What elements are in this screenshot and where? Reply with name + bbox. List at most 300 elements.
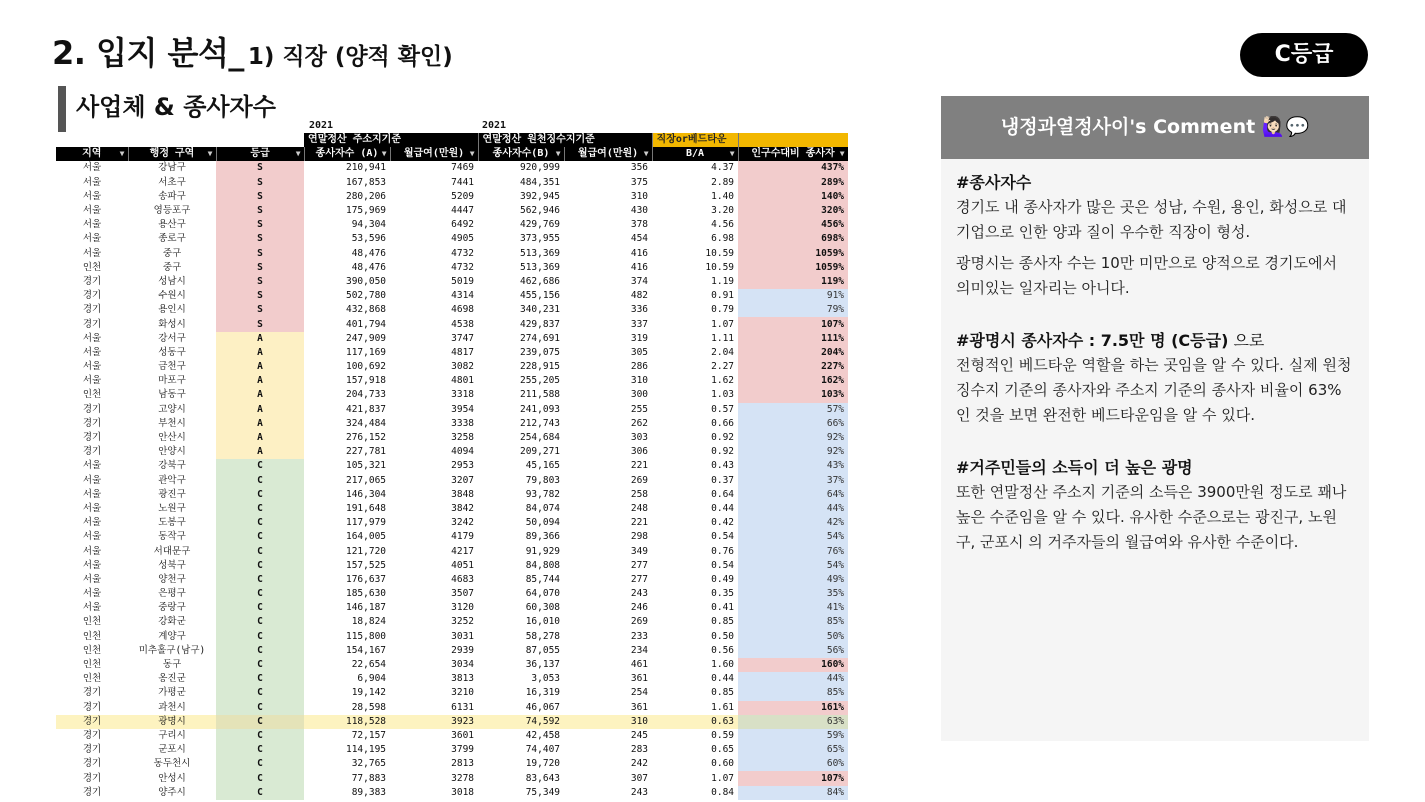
cell-workers-a: 210,941	[345, 162, 387, 174]
table-row	[56, 573, 848, 587]
cell-worker-ratio: 42%	[738, 516, 848, 530]
cell-salary-b: 337	[630, 318, 649, 330]
cell-grade: A	[216, 431, 304, 445]
cell-district: 서대문구	[153, 545, 191, 557]
cell-grade: S	[216, 161, 304, 175]
cell-district: 송파구	[158, 190, 186, 202]
filter-dropdown-icon[interactable]: ▼	[119, 149, 125, 159]
cell-salary-b: 234	[630, 644, 649, 656]
cell-workers-b: 42,458	[525, 729, 561, 741]
cell-workers-b: 19,720	[525, 758, 561, 770]
cell-workers-a: 100,692	[345, 361, 387, 373]
cell-grade: C	[216, 672, 304, 686]
cell-district: 도봉구	[158, 517, 186, 529]
cell-workers-a: 432,868	[345, 304, 387, 316]
cell-workers-a: 72,157	[351, 729, 387, 741]
cell-worker-ratio: 140%	[738, 190, 848, 204]
cell-region: 서울	[82, 247, 102, 259]
cell-salary-a: 3954	[451, 403, 475, 415]
cell-salary-b: 245	[630, 729, 649, 741]
filter-dropdown-icon[interactable]: ▼	[381, 149, 387, 159]
cell-grade: A	[216, 403, 304, 417]
cell-worker-ratio: 119%	[738, 275, 848, 289]
table-row	[56, 615, 848, 629]
cell-workers-a: 48,476	[351, 261, 387, 273]
comment-header: 냉정과열정사이's Comment 🙋🏻‍♀️💬	[941, 96, 1369, 159]
cell-district: 중랑구	[158, 602, 186, 614]
filter-dropdown-icon[interactable]: ▼	[295, 149, 301, 159]
cell-salary-a: 6131	[451, 701, 475, 713]
cell-workers-b: 16,319	[525, 687, 561, 699]
cell-workers-a: 146,304	[345, 488, 387, 500]
cell-district: 강남구	[158, 162, 186, 174]
cell-workers-b: 64,070	[525, 588, 561, 600]
cell-ratio: 0.56	[711, 644, 735, 656]
group-header-row	[56, 133, 848, 147]
cell-salary-b: 269	[630, 616, 649, 628]
cell-district: 군포시	[158, 744, 186, 756]
cell-district: 강북구	[158, 460, 186, 472]
table-row	[56, 303, 848, 317]
cell-salary-b: 303	[630, 432, 649, 444]
filter-dropdown-icon[interactable]: ▼	[555, 149, 561, 159]
section-title: 사업체 & 종사자수	[58, 86, 276, 132]
page-title-sub: 1) 직장 (양적 확인)	[247, 44, 453, 70]
cell-worker-ratio: 91%	[738, 289, 848, 303]
cell-grade: C	[216, 502, 304, 516]
cell-region: 경기	[82, 744, 102, 756]
cell-region: 서울	[82, 190, 102, 202]
cell-grade: C	[216, 715, 304, 729]
cell-region: 서울	[82, 588, 102, 600]
cell-workers-b: 87,055	[525, 644, 561, 656]
cell-worker-ratio: 65%	[738, 743, 848, 757]
cell-grade: C	[216, 658, 304, 672]
table-row	[56, 686, 848, 700]
cell-region: 서울	[82, 460, 102, 472]
cell-worker-ratio: 162%	[738, 374, 848, 388]
table-row	[56, 275, 848, 289]
cell-worker-ratio: 1059%	[738, 247, 848, 261]
cell-salary-b: 454	[630, 233, 649, 245]
cell-grade: C	[216, 544, 304, 558]
cell-workers-b: 89,366	[525, 531, 561, 543]
cell-ratio: 0.79	[711, 304, 735, 316]
cell-workers-b: 392,945	[519, 190, 561, 202]
col-header-ratio[interactable]: B/A ▼	[652, 147, 738, 161]
cell-workers-b: 50,094	[525, 517, 561, 529]
cell-grade: C	[216, 786, 304, 800]
comment-section-heading	[956, 328, 1355, 353]
cell-worker-ratio: 59%	[738, 729, 848, 743]
comment-paragraph: 광명시는 종사자 수는 10만 미만으로 양적으로 경기도에서 의미있는 일자리는 아니다.	[956, 254, 1337, 297]
cell-worker-ratio: 49%	[738, 573, 848, 587]
cell-district: 동작구	[158, 531, 186, 543]
cell-salary-a: 4179	[451, 531, 475, 543]
col-header-region[interactable]: 지역 ▼	[56, 147, 128, 161]
cell-salary-a: 4051	[451, 559, 475, 571]
cell-workers-a: 157,525	[345, 559, 387, 571]
table-row	[56, 317, 848, 331]
cell-salary-b: 300	[630, 389, 649, 401]
cell-workers-a: 217,065	[345, 474, 387, 486]
cell-salary-b: 243	[630, 786, 649, 798]
table-row	[56, 771, 848, 785]
cell-region: 경기	[82, 772, 102, 784]
cell-salary-a: 4698	[451, 304, 475, 316]
cell-workers-b: 84,074	[525, 502, 561, 514]
cell-grade: C	[216, 459, 304, 473]
cell-workers-b: 373,955	[519, 233, 561, 245]
table-row	[56, 502, 848, 516]
cell-region: 경기	[82, 446, 102, 458]
cell-region: 경기	[82, 417, 102, 429]
cell-salary-b: 430	[630, 205, 649, 217]
cell-grade: S	[216, 218, 304, 232]
cell-salary-b: 277	[630, 573, 649, 585]
cell-workers-a: 19,142	[351, 687, 387, 699]
cell-grade: A	[216, 374, 304, 388]
cell-region: 인천	[82, 630, 102, 642]
filter-dropdown-icon[interactable]: ▼	[469, 149, 475, 159]
cell-salary-a: 3813	[451, 673, 475, 685]
filter-dropdown-icon[interactable]: ▼	[839, 149, 845, 159]
cell-ratio: 0.35	[711, 588, 735, 600]
cell-grade: C	[216, 644, 304, 658]
col-header-district[interactable]: 행정 구역 ▼	[128, 147, 216, 161]
cell-grade: C	[216, 757, 304, 771]
cell-workers-b: 16,010	[525, 616, 561, 628]
cell-workers-b: 455,156	[519, 290, 561, 302]
cell-ratio: 0.85	[711, 687, 735, 699]
cell-salary-a: 3018	[451, 786, 475, 798]
cell-salary-a: 3082	[451, 361, 475, 373]
cell-district: 성북구	[158, 559, 186, 571]
comment-heading-tail: 으로	[1228, 331, 1265, 350]
cell-region: 인천	[82, 389, 102, 401]
table-row	[56, 161, 848, 175]
cell-workers-a: 6,904	[357, 673, 387, 685]
table-row	[56, 516, 848, 530]
year-label-withholding: 2021	[482, 120, 507, 131]
cell-salary-a: 3923	[390, 715, 478, 729]
table-row	[56, 488, 848, 502]
cell-salary-a: 3258	[451, 432, 475, 444]
comment-section-heading: #거주민들의 소득이 더 높은 광명	[956, 458, 1193, 477]
page-title-main: 2. 입지 분석_	[52, 34, 244, 72]
cell-ratio: 0.60	[711, 758, 735, 770]
cell-district: 구리시	[158, 729, 186, 741]
comment-panel	[941, 96, 1369, 741]
cell-salary-a: 3601	[451, 729, 475, 741]
cell-region: 서울	[82, 233, 102, 245]
cell-workers-b: 91,929	[525, 545, 561, 557]
cell-region: 경기	[82, 758, 102, 770]
cell-district: 노원구	[158, 502, 186, 514]
cell-salary-b: 286	[630, 361, 649, 373]
cell-worker-ratio: 37%	[738, 474, 848, 488]
cell-worker-ratio: 698%	[738, 232, 848, 246]
cell-worker-ratio: 84%	[738, 786, 848, 800]
cell-worker-ratio: 1059%	[738, 261, 848, 275]
comment-paragraph: 경기도 내 종사자가 많은 곳은 성남, 수원, 용인, 화성으로 대기업으로 인한 양과 질이 우수한 직장이 형성.	[956, 198, 1347, 241]
cell-ratio: 1.60	[711, 659, 735, 671]
cell-worker-ratio: 63%	[738, 715, 848, 729]
cell-ratio: 1.03	[711, 389, 735, 401]
cell-workers-a: 18,824	[351, 616, 387, 628]
cell-district: 마포구	[158, 375, 186, 387]
cell-ratio: 0.63	[652, 715, 738, 729]
cell-salary-a: 4801	[451, 375, 475, 387]
cell-salary-b: 361	[630, 701, 649, 713]
col-header-workers-b[interactable]: 종사자수(B) ▼	[478, 147, 564, 161]
cell-worker-ratio: 50%	[738, 630, 848, 644]
cell-salary-b: 378	[630, 219, 649, 231]
table-row	[56, 701, 848, 715]
cell-ratio: 1.19	[711, 275, 735, 287]
cell-salary-a: 3252	[451, 616, 475, 628]
cell-workers-b: 254,684	[519, 432, 561, 444]
cell-region: 인천	[82, 673, 102, 685]
cell-grade: A	[216, 445, 304, 459]
cell-district: 광진구	[158, 488, 186, 500]
cell-salary-b: 310	[630, 375, 649, 387]
cell-salary-a: 2813	[451, 758, 475, 770]
cell-grade: C	[216, 530, 304, 544]
cell-worker-ratio: 41%	[738, 601, 848, 615]
cell-grade: C	[216, 573, 304, 587]
cell-workers-a: 121,720	[345, 545, 387, 557]
cell-ratio: 1.62	[711, 375, 735, 387]
table-row	[56, 445, 848, 459]
cell-salary-a: 5209	[451, 190, 475, 202]
cell-workers-b: 84,808	[525, 559, 561, 571]
cell-workers-a: 114,195	[345, 744, 387, 756]
table-row	[56, 332, 848, 346]
cell-workers-b: 274,691	[519, 332, 561, 344]
cell-ratio: 4.56	[711, 219, 735, 231]
cell-region: 서울	[82, 375, 102, 387]
cell-ratio: 0.44	[711, 502, 735, 514]
cell-workers-b: 239,075	[519, 346, 561, 358]
cell-grade: S	[216, 190, 304, 204]
cell-ratio: 0.54	[711, 559, 735, 571]
cell-salary-b: 374	[630, 275, 649, 287]
cell-salary-a: 7469	[451, 162, 475, 174]
cell-grade: C	[216, 686, 304, 700]
cell-salary-b: 461	[630, 659, 649, 671]
cell-worker-ratio: 437%	[738, 161, 848, 175]
cell-worker-ratio: 54%	[738, 559, 848, 573]
cell-workers-b: 46,067	[525, 701, 561, 713]
cell-salary-b: 269	[630, 474, 649, 486]
cell-salary-a: 3747	[451, 332, 475, 344]
cell-district: 성남시	[158, 275, 186, 287]
cell-district: 화성시	[158, 318, 186, 330]
table-row	[56, 247, 848, 261]
cell-workers-a: 324,484	[345, 417, 387, 429]
cell-worker-ratio: 44%	[738, 672, 848, 686]
cell-grade: C	[216, 701, 304, 715]
cell-district: 은평구	[158, 588, 186, 600]
cell-worker-ratio: 60%	[738, 757, 848, 771]
filter-dropdown-icon[interactable]: ▼	[207, 149, 213, 159]
cell-workers-a: 204,733	[345, 389, 387, 401]
cell-salary-a: 3242	[451, 517, 475, 529]
cell-region: 경기	[82, 275, 102, 287]
cell-ratio: 0.84	[711, 786, 735, 798]
cell-district: 부천시	[158, 417, 186, 429]
cell-workers-a: 146,187	[345, 602, 387, 614]
cell-salary-a: 4094	[451, 446, 475, 458]
cell-region: 서울	[82, 545, 102, 557]
cell-worker-ratio: 64%	[738, 488, 848, 502]
cell-workers-b: 241,093	[519, 403, 561, 415]
page-title	[52, 28, 453, 74]
cell-ratio: 1.61	[711, 701, 735, 713]
table-row	[56, 729, 848, 743]
cell-workers-a: 22,654	[351, 659, 387, 671]
cell-worker-ratio: 56%	[738, 644, 848, 658]
cell-workers-b: 340,231	[519, 304, 561, 316]
group-address-basis: 연말정산 주소지기준	[304, 133, 478, 147]
cell-district: 영등포구	[153, 205, 191, 217]
cell-ratio: 0.54	[711, 531, 735, 543]
cell-ratio: 6.98	[711, 233, 735, 245]
col-header-salary-b[interactable]: 월급여(만원) ▼	[564, 147, 652, 161]
cell-salary-b: 242	[630, 758, 649, 770]
cell-worker-ratio: 289%	[738, 176, 848, 190]
table-row	[56, 672, 848, 686]
cell-salary-a: 3278	[451, 772, 475, 784]
cell-region: 서울	[82, 502, 102, 514]
cell-workers-b: 228,915	[519, 361, 561, 373]
cell-workers-a: 247,909	[345, 332, 387, 344]
cell-district: 가평군	[158, 687, 186, 699]
cell-workers-a: 105,321	[345, 460, 387, 472]
cell-grade: S	[216, 303, 304, 317]
col-header-salary-a[interactable]: 월급여(만원) ▼	[390, 147, 478, 161]
cell-salary-b: 248	[630, 502, 649, 514]
cell-grade: S	[216, 176, 304, 190]
col-header-grade[interactable]: 등급 ▼	[216, 147, 304, 161]
cell-worker-ratio: 35%	[738, 587, 848, 601]
cell-grade: C	[216, 559, 304, 573]
cell-region: 서울	[82, 474, 102, 486]
cell-region: 서울	[82, 205, 102, 217]
cell-grade: C	[216, 630, 304, 644]
cell-workers-b: 58,278	[525, 630, 561, 642]
grade-badge: C등급	[1240, 33, 1368, 77]
cell-salary-b: 310	[630, 190, 649, 202]
cell-salary-b: 305	[630, 346, 649, 358]
cell-district: 수원시	[158, 290, 186, 302]
spreadsheet	[56, 133, 848, 802]
cell-workers-a: 280,206	[345, 190, 387, 202]
cell-workers-a: 401,794	[345, 318, 387, 330]
table-row	[56, 403, 848, 417]
cell-grade: C	[216, 615, 304, 629]
cell-region: 경기	[82, 432, 102, 444]
cell-workers-b: 3,053	[531, 673, 561, 685]
cell-salary-a: 3031	[451, 630, 475, 642]
cell-ratio: 0.41	[711, 602, 735, 614]
cell-district: 성동구	[158, 346, 186, 358]
cell-grade: C	[216, 601, 304, 615]
cell-ratio: 0.50	[711, 630, 735, 642]
table-row	[56, 204, 848, 218]
filter-dropdown-icon[interactable]: ▼	[729, 149, 735, 159]
cell-workers-b: 74,592	[478, 715, 564, 729]
cell-region: 인천	[82, 616, 102, 628]
table-row	[56, 743, 848, 757]
workers-table	[56, 133, 848, 800]
cell-ratio: 3.20	[711, 205, 735, 217]
cell-district: 동구	[162, 659, 182, 671]
col-header-worker-ratio[interactable]: 인구수대비 종사자 ▼	[738, 147, 848, 161]
year-label-address: 2021	[309, 120, 334, 131]
cell-workers-b: 513,369	[519, 247, 561, 259]
cell-worker-ratio: 79%	[738, 303, 848, 317]
cell-grade: A	[216, 417, 304, 431]
cell-region: 경기	[82, 290, 102, 302]
cell-ratio: 0.85	[711, 616, 735, 628]
cell-ratio: 0.37	[711, 474, 735, 486]
cell-workers-a: 117,169	[345, 346, 387, 358]
cell-district: 남동구	[158, 389, 186, 401]
cell-region: 서울	[82, 517, 102, 529]
col-header-workers-a[interactable]: 종사자수 (A) ▼	[304, 147, 390, 161]
cell-workers-b: 255,205	[519, 375, 561, 387]
table-row	[56, 232, 848, 246]
cell-worker-ratio: 103%	[738, 388, 848, 402]
cell-workers-b: 79,803	[525, 474, 561, 486]
cell-workers-b: 85,744	[525, 573, 561, 585]
cell-workers-b: 513,369	[519, 261, 561, 273]
cell-district: 금천구	[158, 361, 186, 373]
cell-ratio: 10.59	[705, 247, 735, 259]
table-row	[56, 474, 848, 488]
cell-grade: S	[216, 317, 304, 331]
cell-ratio: 0.92	[711, 432, 735, 444]
cell-workers-b: 36,137	[525, 659, 561, 671]
cell-salary-a: 3034	[451, 659, 475, 671]
cell-salary-a: 3842	[451, 502, 475, 514]
cell-salary-a: 3507	[451, 588, 475, 600]
comment-paragraph: 또한 연말정산 주소지 기준의 소득은 3900만원 정도로 꽤나 높은 수준임을 알 수 있다. 유사한 수준으로는 광진구, 노원구, 군포시 의 거주자들의 월급여와 유사한 수준이다.	[956, 483, 1347, 551]
cell-district: 양천구	[158, 573, 186, 585]
cell-district: 용인시	[158, 304, 186, 316]
cell-salary-b: 482	[630, 290, 649, 302]
cell-district: 고양시	[158, 403, 186, 415]
table-row	[56, 218, 848, 232]
cell-ratio: 2.89	[711, 176, 735, 188]
cell-workers-a: 167,853	[345, 176, 387, 188]
table-row	[56, 530, 848, 544]
column-header-row	[56, 147, 848, 161]
cell-salary-a: 3210	[451, 687, 475, 699]
filter-dropdown-icon[interactable]: ▼	[643, 149, 649, 159]
table-row	[56, 388, 848, 402]
cell-district: 강화군	[158, 616, 186, 628]
cell-workers-b: 45,165	[525, 460, 561, 472]
cell-workers-a: 77,883	[351, 772, 387, 784]
comment-section-heading: #종사자수	[956, 173, 1032, 192]
cell-workers-b: 60,308	[525, 602, 561, 614]
table-row	[56, 417, 848, 431]
cell-salary-a: 3848	[451, 488, 475, 500]
cell-district: 용산구	[158, 219, 186, 231]
